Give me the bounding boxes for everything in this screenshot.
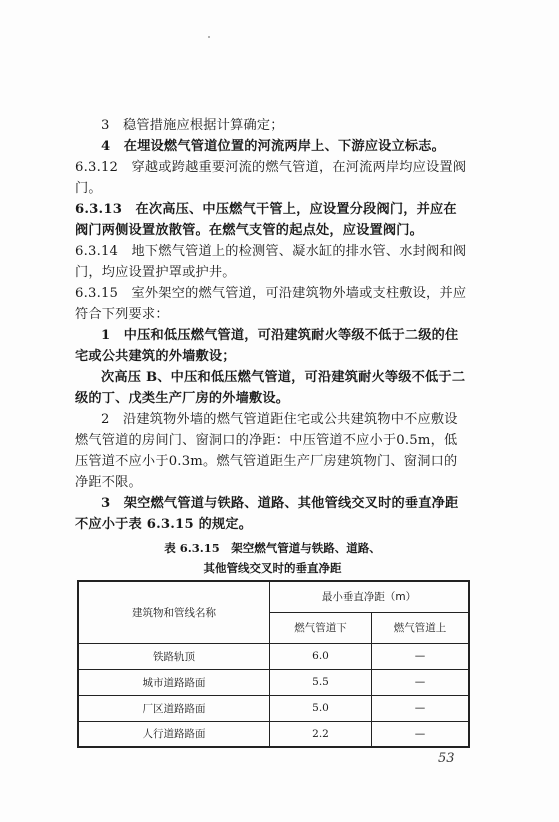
row-below: 5.0 [270, 695, 372, 721]
header-above: 燃气管道上 [372, 612, 470, 643]
table-row [78, 643, 469, 669]
row-below: 6.0 [270, 643, 372, 669]
row-name: 人行道路路面 [78, 721, 270, 747]
table-row [78, 695, 469, 721]
clause-6-3-12: 6.3.12 穿越或跨越重要河流的燃气管道，在河流两岸均应设置阀门。 [75, 160, 467, 196]
requirement-1-continued: 次高压 B、中压和低压燃气管道，可沿建筑耐火等级不低于二级的丁、戊类生产厂房的外墙敷设。 [75, 370, 466, 406]
clause-6-3-13: 6.3.13 在次高压、中压燃气干管上，应设置分段阀门，并应在阀门两侧设置放散管。在燃气支管的起点处，应设置阀门。 [75, 202, 457, 238]
table-caption-line2: 其他管线交叉时的垂直净距 [203, 561, 342, 575]
row-above: — [372, 643, 470, 669]
table-caption-line1: 表 6.3.15 架空燃气管道与铁路、道路、 [164, 541, 381, 555]
requirement-1: 1 中压和低压燃气管道，可沿建筑耐火等级不低于二级的住宅或公共建筑的外墙敷设； [75, 328, 459, 364]
header-below: 燃气管道下 [270, 612, 372, 643]
row-name: 城市道路路面 [78, 669, 270, 695]
scan-speck [208, 36, 210, 38]
row-below: 2.2 [270, 721, 372, 747]
row-above: — [372, 669, 470, 695]
table-row [78, 669, 469, 695]
row-above: — [372, 695, 470, 721]
clause-6-3-14: 6.3.14 地下燃气管道上的检测管、凝水缸的排水管、水封阀和阀门，均应设置护罩或护井。 [75, 244, 467, 280]
page-number: 53 [438, 751, 455, 766]
requirement-2: 2 沿建筑物外墙的燃气管道距住宅或公共建筑物中不应敷设燃气管道的房间门、窗洞口的净距：中压管道不应小于0.5m，低压管道不应小于0.3m。燃气管道距生产厂房建筑物门、窗洞口的净距不限。 [75, 412, 458, 490]
row-name: 铁路轨顶 [78, 643, 270, 669]
clearance-table [77, 580, 470, 748]
paragraph-item-3: 3 稳管措施应根据计算确定； [101, 118, 284, 133]
row-above: — [372, 721, 470, 747]
row-name: 厂区道路路面 [78, 695, 270, 721]
paragraph-item-4: 4 在埋设燃气管道位置的河流两岸上、下游应设立标志。 [101, 139, 446, 154]
header-name: 建筑物和管线名称 [78, 581, 270, 643]
row-below: 5.5 [270, 669, 372, 695]
requirement-3: 3 架空燃气管道与铁路、道路、其他管线交叉时的垂直净距不应小于表 6.3.15 的规定。 [75, 496, 459, 532]
clause-6-3-15: 6.3.15 室外架空的燃气管道，可沿建筑物外墙或支柱敷设，并应符合下列要求： [75, 286, 467, 322]
header-group: 最小垂直净距（m） [270, 581, 470, 612]
table-row [78, 721, 469, 747]
